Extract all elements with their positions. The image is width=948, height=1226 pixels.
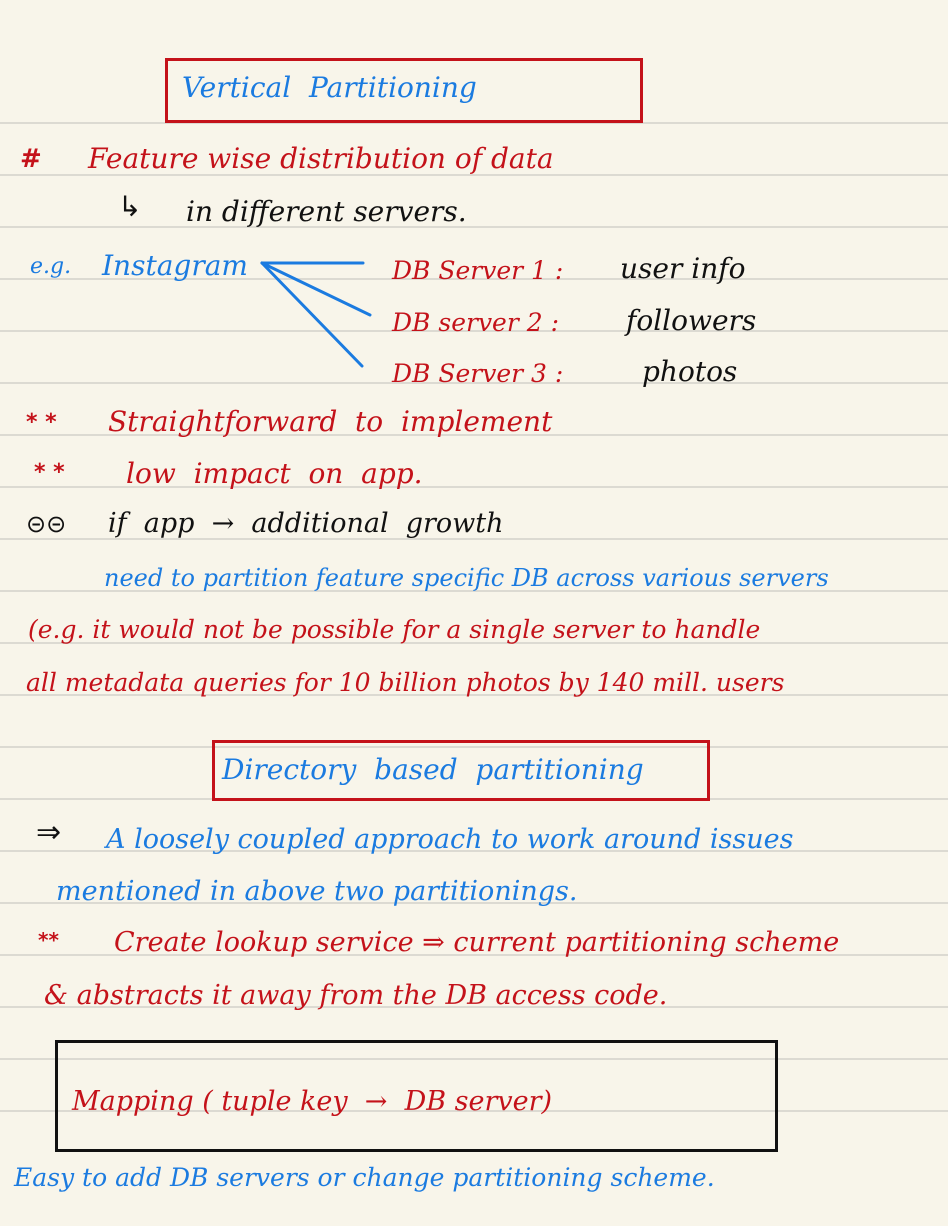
sub-arrow-icon: ↳ — [118, 190, 142, 223]
db-server-1-label: DB Server 1 : — [392, 256, 564, 285]
db-server-2-content: followers — [626, 304, 757, 337]
con-example-line-1: (e.g. it would not be possible for a single server to handle — [28, 615, 761, 644]
directory-benefit: Easy to add DB servers or change partitioning scheme. — [14, 1163, 715, 1192]
section-title-vertical-partitioning: Vertical Partitioning — [182, 71, 477, 104]
section-title-directory-partitioning: Directory based partitioning — [222, 753, 644, 786]
example-app-name: Instagram — [102, 249, 248, 282]
db-server-1-content: user info — [620, 252, 746, 285]
definition-text: Feature wise distribution of data — [88, 142, 554, 175]
pro-low-impact: low impact on app. — [126, 457, 423, 490]
directory-point-line-2: & abstracts it away from the DB access code. — [44, 980, 668, 1011]
db-server-3-content: photos — [642, 355, 738, 388]
db-server-3-label: DB Server 3 : — [392, 359, 564, 388]
directory-intro-line-1: A loosely coupled approach to work around issues — [106, 824, 794, 855]
con-detail: need to partition feature specific DB across various servers — [104, 564, 829, 592]
pro-straightforward: Straightforward to implement — [108, 405, 553, 438]
directory-point-line-1: Create lookup service ⇒ current partitioning scheme — [114, 927, 840, 958]
hash-bullet-icon: # — [20, 144, 42, 174]
mapping-text: Mapping ( tuple key → DB server) — [72, 1086, 553, 1117]
db-server-2-label: DB server 2 : — [392, 308, 560, 337]
con-example-line-2: all metadata queries for 10 billion photos by 140 mill. users — [26, 668, 785, 697]
sub-point-text: in different servers. — [186, 195, 467, 228]
star-marker-icon: ** — [38, 928, 59, 952]
star-marker-icon: * * — [26, 410, 57, 435]
star-marker-icon: * * — [34, 460, 65, 485]
con-text: if app → additional growth — [108, 508, 504, 539]
directory-intro-line-2: mentioned in above two partitionings. — [56, 876, 578, 907]
double-arrow-icon: ⇒ — [36, 815, 62, 850]
minus-circle-marker-icon: ⊝⊝ — [26, 510, 67, 538]
example-prefix: e.g. — [30, 254, 72, 279]
